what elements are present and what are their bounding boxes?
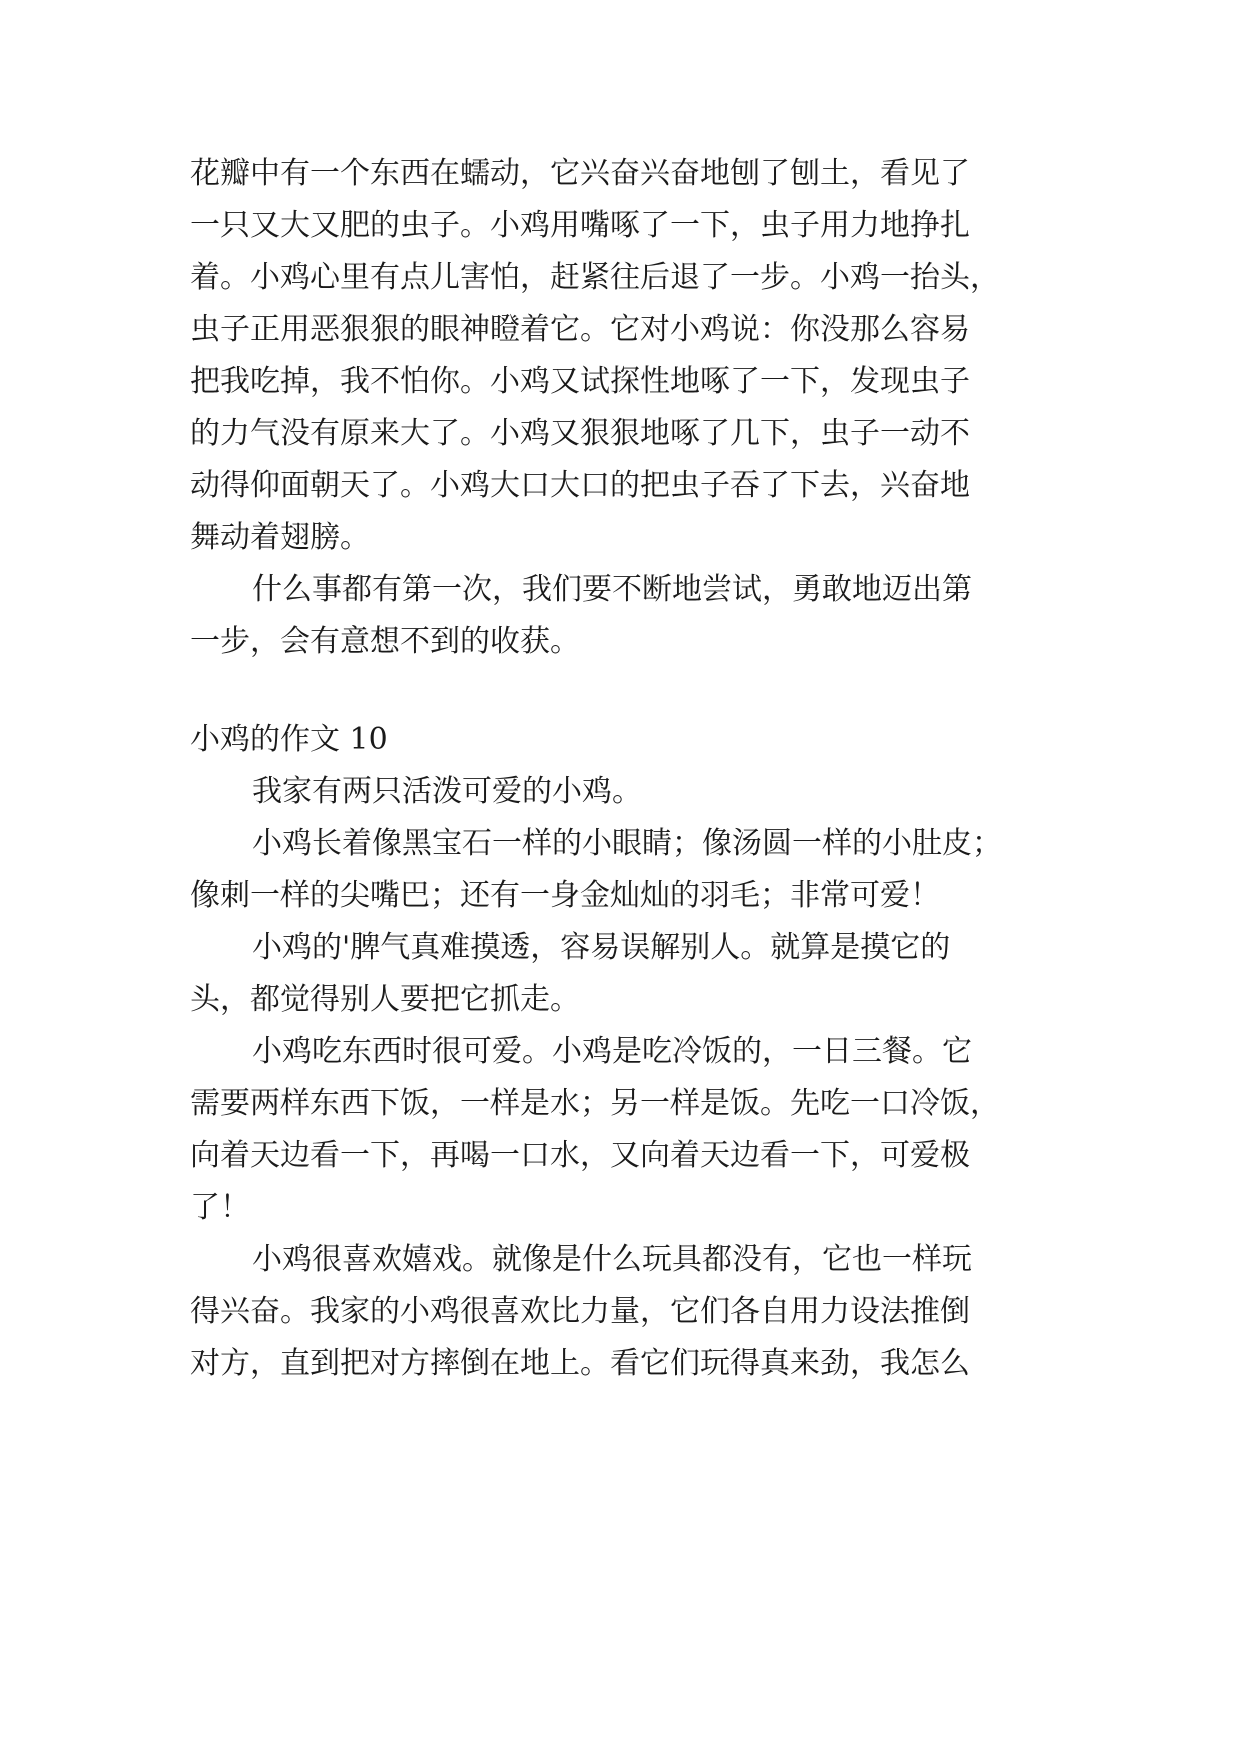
paragraph-start-line: 小鸡吃东西时很可爱。小鸡是吃冷饭的，一日三餐。它 xyxy=(252,1034,972,1069)
text-line: 一只又大又肥的虫子。小鸡用嘴啄了一下，虫子用力地挣扎 xyxy=(190,208,970,243)
text-line: 需要两样东西下饭，一样是水；另一样是饭。先吃一口冷饭， xyxy=(190,1086,1000,1121)
paragraph-start-line: 什么事都有第一次，我们要不断地尝试，勇敢地迈出第 xyxy=(252,572,972,607)
text-line: 像刺一样的尖嘴巴；还有一身金灿灿的羽毛；非常可爱！ xyxy=(190,878,940,913)
paragraph-start-line: 小鸡长着像黑宝石一样的小眼睛；像汤圆一样的小肚皮； xyxy=(252,826,1002,861)
text-line: 把我吃掉，我不怕你。小鸡又试探性地啄了一下，发现虫子 xyxy=(190,364,970,399)
paragraph-start-line: 小鸡的'脾气真难摸透，容易误解别人。就算是摸它的 xyxy=(252,930,951,965)
paragraph-start-line: 我家有两只活泼可爱的小鸡。 xyxy=(252,774,642,809)
text-line: 着。小鸡心里有点儿害怕，赶紧往后退了一步。小鸡一抬头， xyxy=(190,260,1000,295)
text-line: 的力气没有原来大了。小鸡又狠狠地啄了几下，虫子一动不 xyxy=(190,416,970,451)
text-line: 一步，会有意想不到的收获。 xyxy=(190,624,580,659)
text-line: 向着天边看一下，再喝一口水，又向着天边看一下，可爱极 xyxy=(190,1138,970,1173)
text-line: 得兴奋。我家的小鸡很喜欢比力量，它们各自用力设法推倒 xyxy=(190,1294,970,1329)
text-line: 了！ xyxy=(190,1190,250,1225)
text-line: 动得仰面朝天了。小鸡大口大口的把虫子吞了下去，兴奋地 xyxy=(190,468,970,503)
text-line: 对方，直到把对方摔倒在地上。看它们玩得真来劲，我怎么 xyxy=(190,1346,970,1381)
text-line: 舞动着翅膀。 xyxy=(190,520,370,555)
text-line: 头，都觉得别人要把它抓走。 xyxy=(190,982,580,1017)
section-heading: 小鸡的作文 10 xyxy=(190,722,388,757)
paragraph-start-line: 小鸡很喜欢嬉戏。就像是什么玩具都没有，它也一样玩 xyxy=(252,1242,972,1277)
text-line: 花瓣中有一个东西在蠕动，它兴奋兴奋地刨了刨土，看见了 xyxy=(190,156,970,191)
text-line: 虫子正用恶狠狠的眼神瞪着它。它对小鸡说：你没那么容易 xyxy=(190,312,970,347)
